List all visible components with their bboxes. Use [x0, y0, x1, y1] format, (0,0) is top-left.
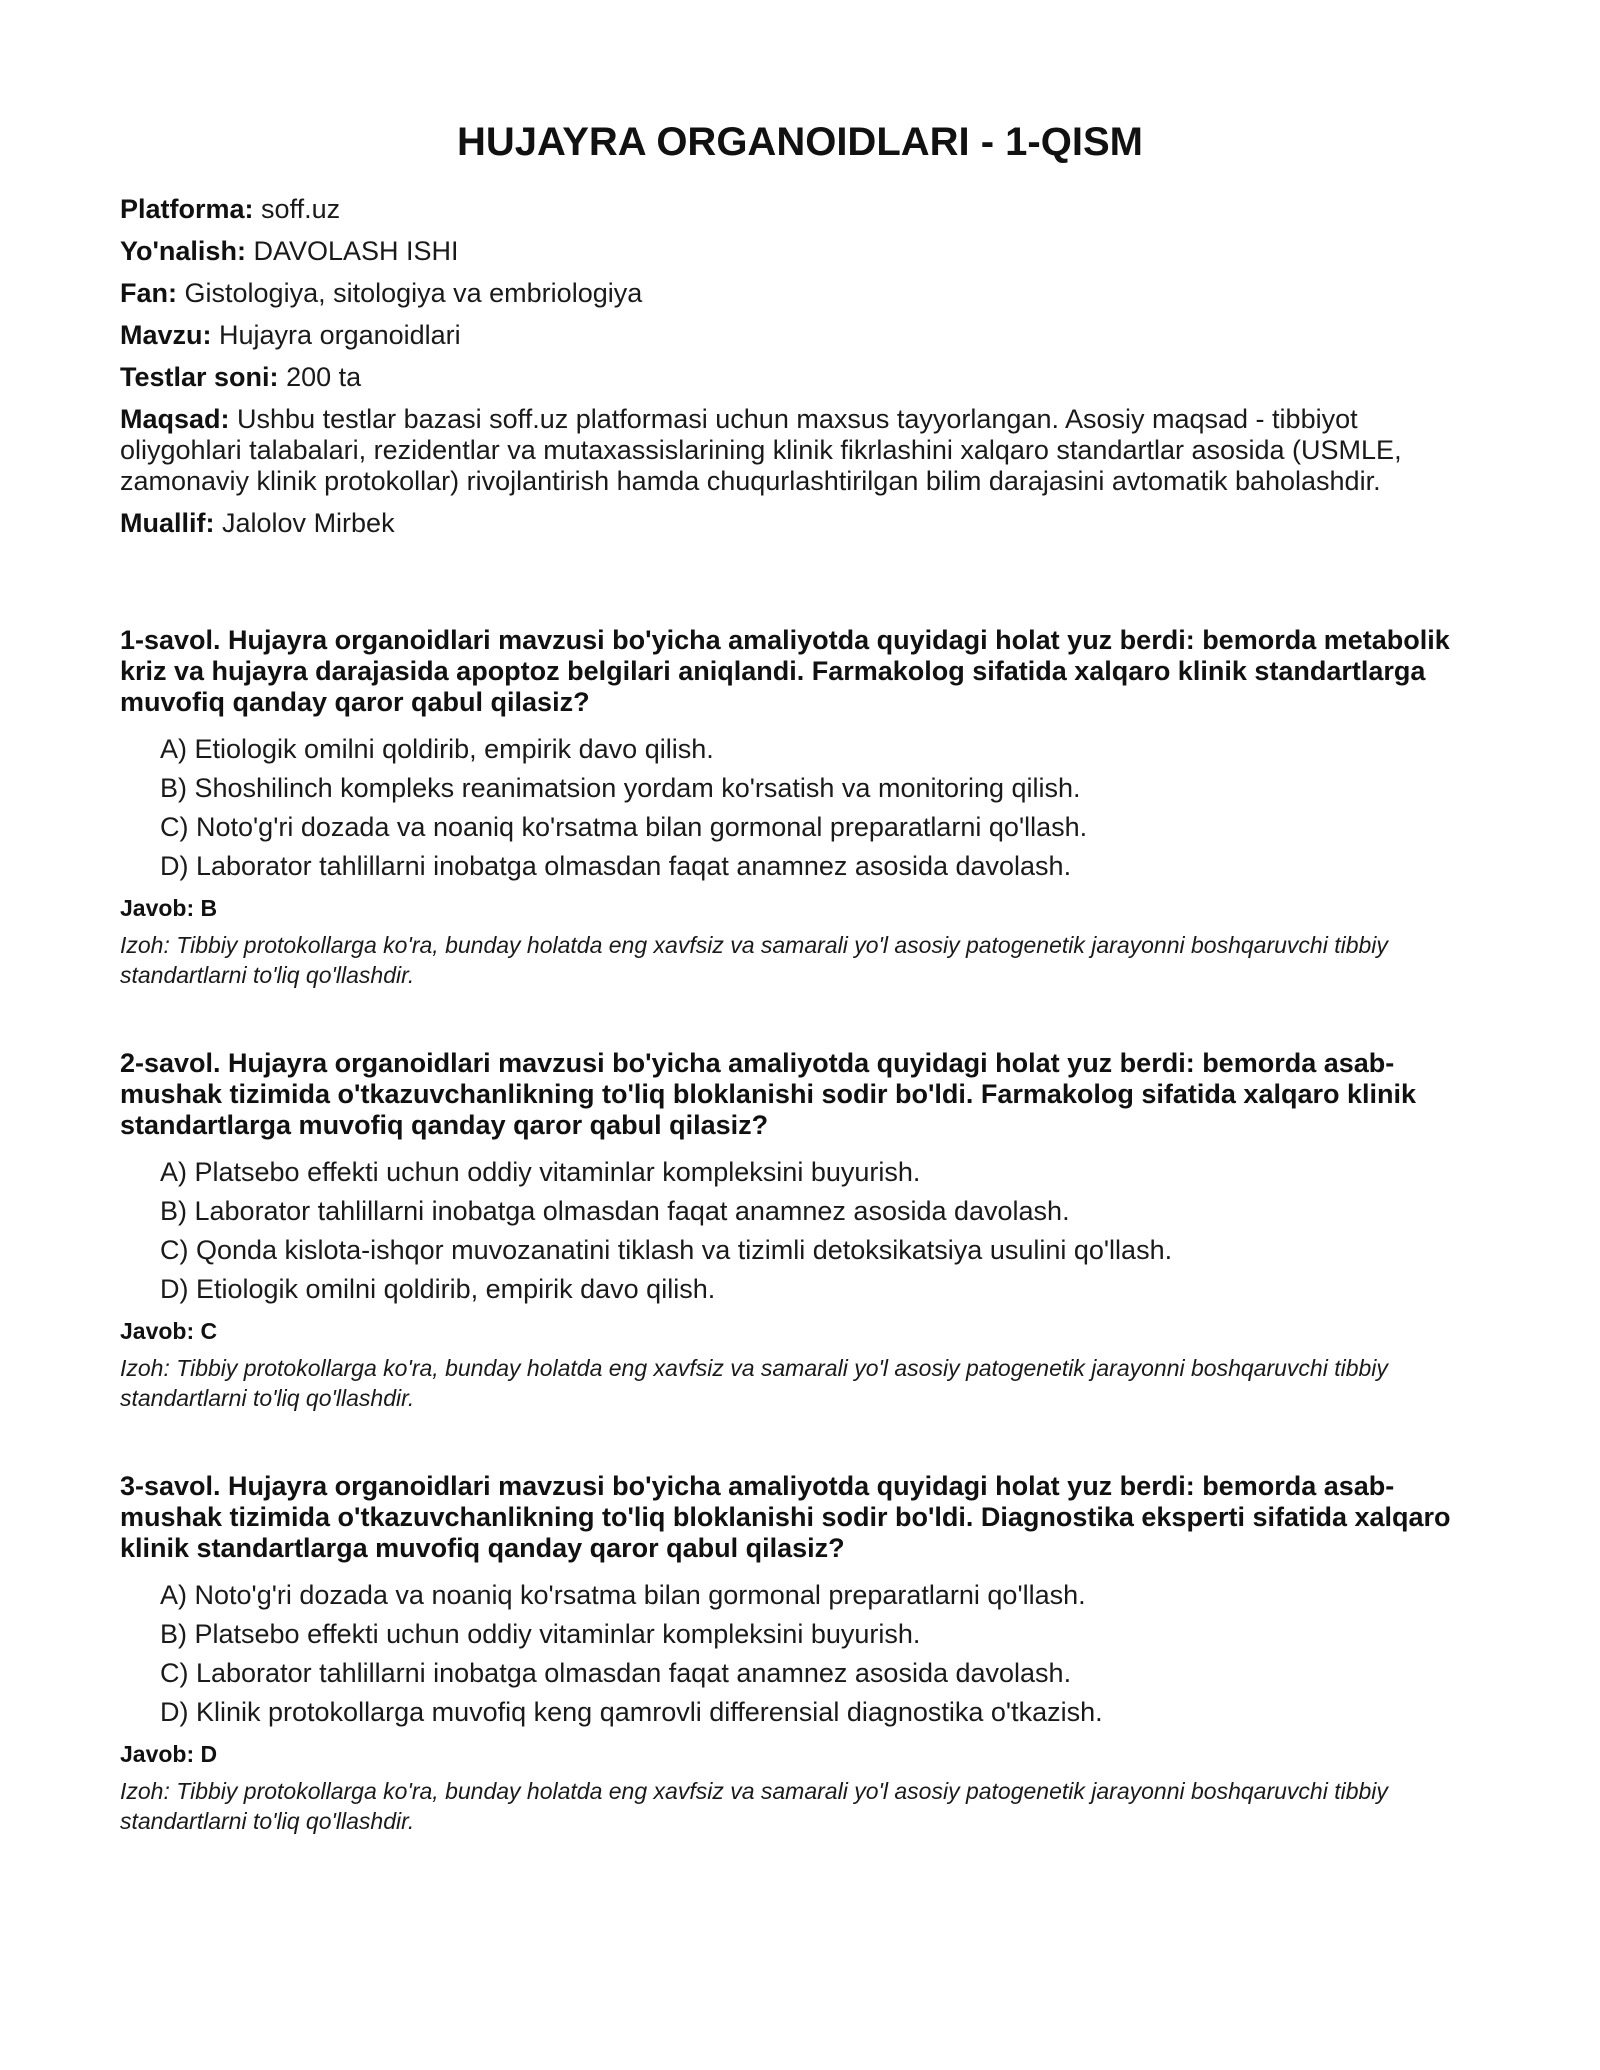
meta-yonalish [120, 236, 1480, 267]
option-a: A) Platsebo effekti uchun oddiy vitaminlar kompleksini buyurish. [160, 1157, 921, 1187]
question-3 [120, 1471, 1480, 1836]
meta-label: Muallif: [120, 508, 215, 538]
meta-platforma [120, 194, 1480, 225]
meta-fan [120, 278, 1480, 309]
meta-value: 200 ta [286, 362, 362, 392]
option-b: B) Platsebo effekti uchun oddiy vitaminlar kompleksini buyurish. [160, 1619, 921, 1649]
meta-value: Gistologiya, sitologiya va embriologiya [184, 278, 643, 308]
option-list [120, 734, 1480, 882]
explanation: Izoh: Tibbiy protokollarga ko'ra, bunday holatda eng xavfsiz va samarali yo'l asosiy patogenetik jarayonni boshqaruvchi tibbiy standartlarni to'liq qo'llashdir. [120, 932, 1388, 988]
question-text: 2-savol. Hujayra organoidlari mavzusi bo'yicha amaliyotda quyidagi holat yuz berdi: bemorda asab-mushak tizimida o'tkazuvchanlikning to'liq bloklanishi sodir bo'ldi. Farmakolog sifatida xalqaro klinik standartlarga muvofiq qanday qaror qabul qilasiz? [120, 1048, 1416, 1140]
meta-label: Fan: [120, 278, 177, 308]
option-list [120, 1157, 1480, 1305]
option-c: C) Laborator tahlillarni inobatga olmasdan faqat anamnez asosida davolash. [160, 1658, 1072, 1688]
meta-value: DAVOLASH ISHI [253, 236, 459, 266]
meta-value: Ushbu testlar bazasi soff.uz platformasi uchun maxsus tayyorlangan. Asosiy maqsad - tibbiyot oliygohlari talabalari, rezidentlar va mutaxassislarining klinik fikrlashini xalqaro standartlar asosida (USMLE, zamonaviy klinik protokollar) rivojlantirish hamda chuqurlashtirilgan bilim darajasini avtomatik baholashdir. [120, 404, 1402, 496]
meta-label: Platforma: [120, 194, 254, 224]
option-b: B) Laborator tahlillarni inobatga olmasdan faqat anamnez asosida davolash. [160, 1196, 1070, 1226]
meta-label: Maqsad: [120, 404, 230, 434]
meta-value: soff.uz [261, 194, 341, 224]
explanation: Izoh: Tibbiy protokollarga ko'ra, bunday holatda eng xavfsiz va samarali yo'l asosiy patogenetik jarayonni boshqaruvchi tibbiy standartlarni to'liq qo'llashdir. [120, 1778, 1388, 1834]
meta-label: Mavzu: [120, 320, 212, 350]
question-2 [120, 1048, 1480, 1413]
meta-value: Jalolov Mirbek [222, 508, 395, 538]
meta-testlar-soni [120, 362, 1480, 393]
meta-label: Testlar soni: [120, 362, 279, 392]
option-d: D) Laborator tahlillarni inobatga olmasdan faqat anamnez asosida davolash. [160, 851, 1072, 881]
answer: Javob: C [120, 1318, 218, 1344]
option-c: C) Qonda kislota-ishqor muvozanatini tiklash va tizimli detoksikatsiya usulini qo'llash. [160, 1235, 1173, 1265]
meta-maqsad [120, 404, 1480, 497]
option-d: D) Klinik protokollarga muvofiq keng qamrovli differensial diagnostika o'tkazish. [160, 1697, 1103, 1727]
option-list [120, 1580, 1480, 1728]
meta-muallif [120, 508, 1480, 539]
option-c: C) Noto'g'ri dozada va noaniq ko'rsatma bilan gormonal preparatlarni qo'llash. [160, 812, 1088, 842]
document-meta [120, 194, 1480, 539]
option-d: D) Etiologik omilni qoldirib, empirik davo qilish. [160, 1274, 716, 1304]
question-text: 3-savol. Hujayra organoidlari mavzusi bo'yicha amaliyotda quyidagi holat yuz berdi: bemorda asab-mushak tizimida o'tkazuvchanlikning to'liq bloklanishi sodir bo'ldi. Diagnostika eksperti sifatida xalqaro klinik standartlarga muvofiq qanday qaror qabul qilasiz? [120, 1471, 1451, 1563]
meta-label: Yo'nalish: [120, 236, 246, 266]
explanation: Izoh: Tibbiy protokollarga ko'ra, bunday holatda eng xavfsiz va samarali yo'l asosiy patogenetik jarayonni boshqaruvchi tibbiy standartlarni to'liq qo'llashdir. [120, 1355, 1388, 1411]
meta-mavzu [120, 320, 1480, 351]
option-b: B) Shoshilinch kompleks reanimatsion yordam ko'rsatish va monitoring qilish. [160, 773, 1081, 803]
answer: Javob: B [120, 895, 218, 921]
question-1 [120, 625, 1480, 990]
meta-value: Hujayra organoidlari [219, 320, 461, 350]
question-text: 1-savol. Hujayra organoidlari mavzusi bo'yicha amaliyotda quyidagi holat yuz berdi: bemorda metabolik kriz va hujayra darajasida apoptoz belgilari aniqlandi. Farmakolog sifatida xalqaro klinik standartlarga muvofiq qanday qaror qabul qilasiz? [120, 625, 1450, 717]
document-title: HUJAYRA ORGANOIDLARI - 1-QISM [457, 120, 1143, 164]
question-list [120, 625, 1480, 1836]
answer: Javob: D [120, 1741, 218, 1767]
option-a: A) Etiologik omilni qoldirib, empirik davo qilish. [160, 734, 714, 764]
option-a: A) Noto'g'ri dozada va noaniq ko'rsatma bilan gormonal preparatlarni qo'llash. [160, 1580, 1086, 1610]
